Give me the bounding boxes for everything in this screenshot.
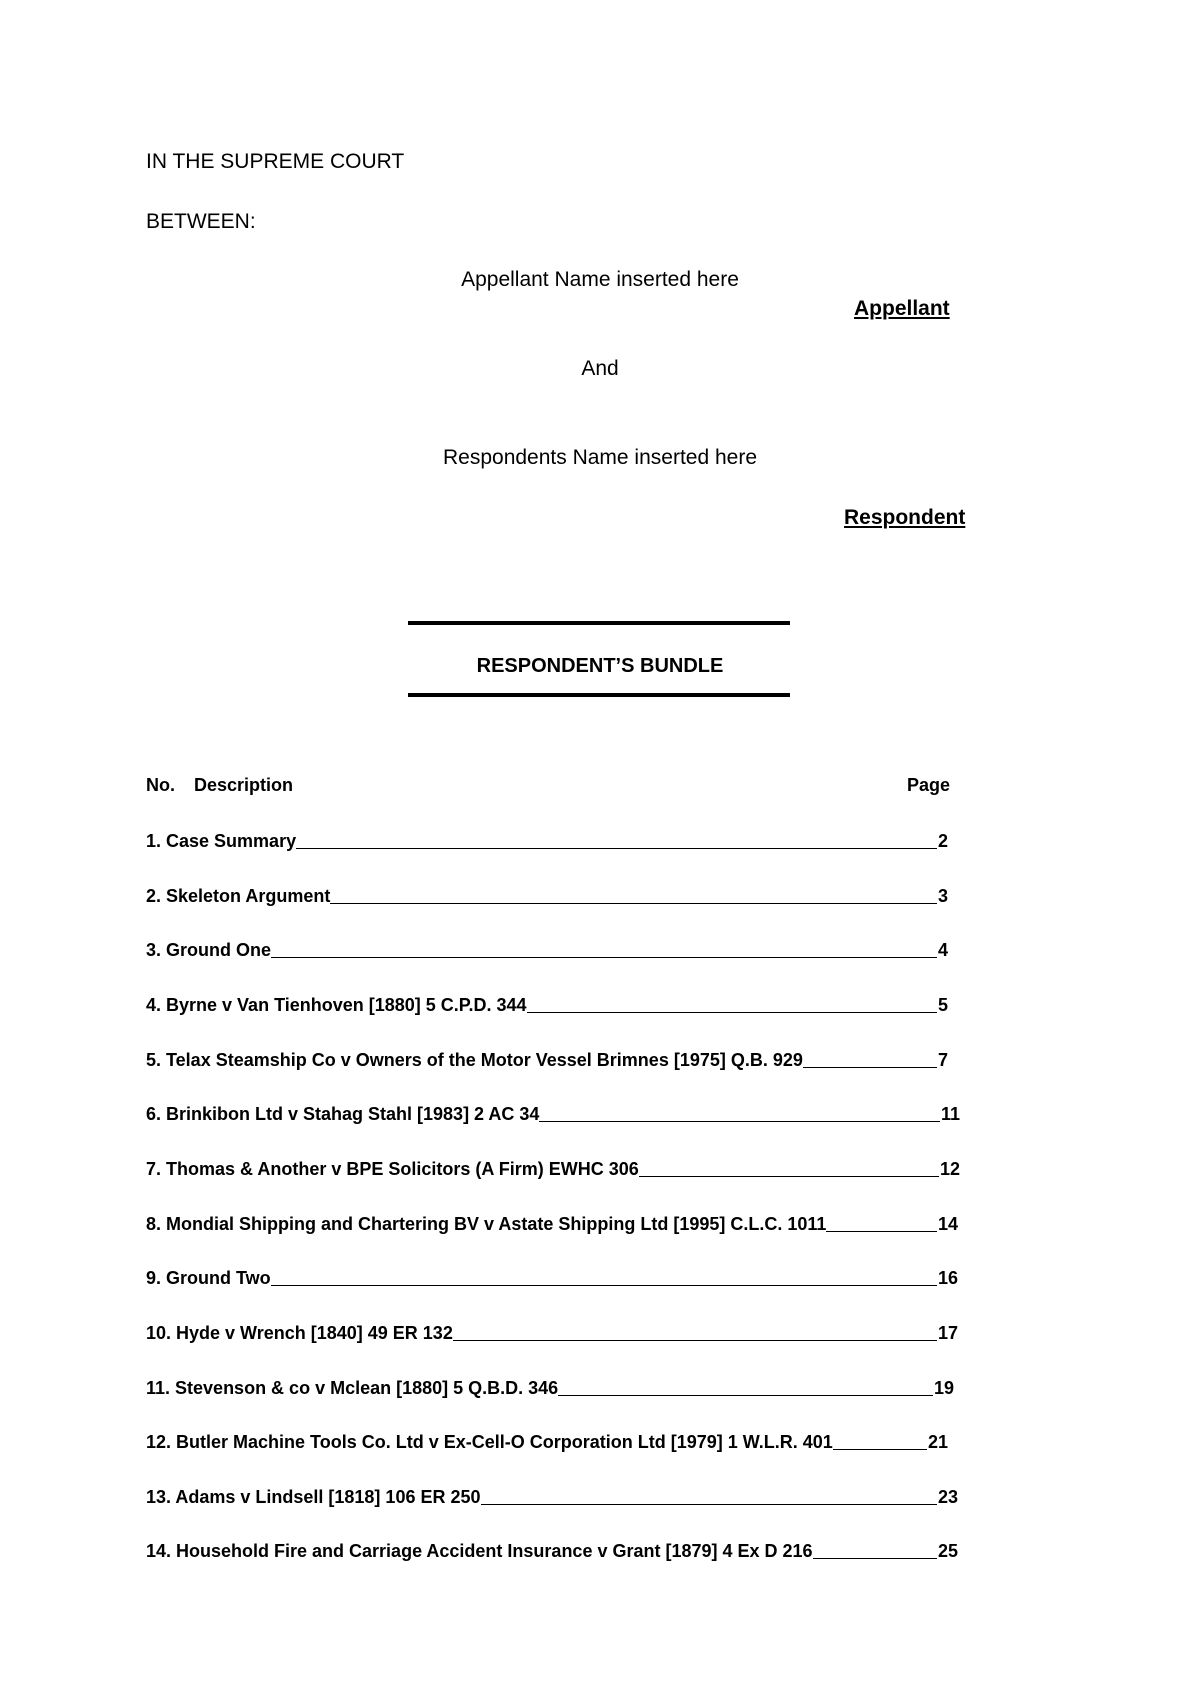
toc-entry <box>146 1211 958 1235</box>
toc-entry-page: 2 <box>937 831 948 851</box>
toc-entry <box>146 828 948 852</box>
toc-leader-line <box>330 903 937 904</box>
toc-entry-page: 5 <box>937 995 948 1015</box>
toc-entry-description: 1. Case Summary <box>146 831 297 851</box>
toc-entry-description: 3. Ground One <box>146 940 272 960</box>
toc-entry-page: 21 <box>927 1432 948 1452</box>
toc-entry-description: 14. Household Fire and Carriage Accident Insurance v Grant [1879] 4 Ex D 216 <box>146 1541 813 1561</box>
toc-entry-description: 13. Adams v Lindsell [1818] 106 ER 250 <box>146 1487 481 1507</box>
toc-entry-page: 23 <box>937 1487 958 1507</box>
toc-entry <box>146 1320 958 1344</box>
toc-leader-line <box>803 1067 937 1068</box>
bundle-title: RESPONDENT’S BUNDLE <box>476 655 724 677</box>
toc-col-description: Description <box>194 775 294 795</box>
toc-leader-line <box>639 1176 939 1177</box>
toc-entry-page: 11 <box>940 1104 960 1124</box>
toc-entry <box>146 992 948 1016</box>
toc-entry-page: 4 <box>937 940 948 960</box>
toc-leader-line <box>558 1395 933 1396</box>
toc-entry <box>146 1375 954 1399</box>
toc-entry-page: 17 <box>937 1323 958 1343</box>
toc-leader-line <box>296 848 937 849</box>
toc-entry <box>146 1429 948 1453</box>
toc-entry <box>146 1047 948 1071</box>
toc-entry <box>146 1156 960 1180</box>
toc-entry <box>146 1101 960 1125</box>
and-separator: And <box>581 357 619 380</box>
toc-entry-description: 7. Thomas & Another v BPE Solicitors (A Firm) EWHC 306 <box>146 1159 639 1179</box>
toc-leader-line <box>539 1121 940 1122</box>
bundle-top-rule <box>408 621 790 625</box>
toc-entry-page: 3 <box>937 886 948 906</box>
toc-leader-line <box>271 957 937 958</box>
toc-leader-line <box>833 1449 927 1450</box>
toc-entry-page: 7 <box>937 1050 948 1070</box>
toc-entry-description: 2. Skeleton Argument <box>146 886 331 906</box>
appellant-name: Appellant Name inserted here <box>461 268 739 291</box>
toc-entry-page: 14 <box>937 1214 958 1234</box>
appellant-label: Appellant <box>854 297 950 320</box>
toc-entry <box>146 883 948 907</box>
toc-leader-line <box>813 1558 937 1559</box>
toc-entry-description: 6. Brinkibon Ltd v Stahag Stahl [1983] 2 AC 34 <box>146 1104 540 1124</box>
toc-entry <box>146 1265 958 1289</box>
toc-entry <box>146 1484 958 1508</box>
toc-leader-line <box>527 1012 937 1013</box>
toc-leader-line <box>826 1231 937 1232</box>
toc-leader-line <box>271 1285 937 1286</box>
toc-entry-page: 12 <box>939 1159 960 1179</box>
toc-entry-description: 12. Butler Machine Tools Co. Ltd v Ex-Cell-O Corporation Ltd [1979] 1 W.L.R. 401 <box>146 1432 833 1452</box>
toc-entry <box>146 937 948 961</box>
toc-entry-page: 16 <box>937 1268 958 1288</box>
toc-entry-description: 9. Ground Two <box>146 1268 271 1288</box>
respondent-name: Respondents Name inserted here <box>442 446 757 469</box>
toc-entry-description: 4. Byrne v Van Tienhoven [1880] 5 C.P.D. 344 <box>146 995 527 1015</box>
toc-entry-description: 5. Telax Steamship Co v Owners of the Motor Vessel Brimnes [1975] Q.B. 929 <box>146 1050 803 1070</box>
toc-leader-line <box>481 1504 937 1505</box>
toc-leader-line <box>453 1340 937 1341</box>
toc-entry-description: 11. Stevenson & co v Mclean [1880] 5 Q.B.D. 346 <box>146 1378 559 1398</box>
toc-entry-page: 19 <box>933 1378 954 1398</box>
toc-entry <box>146 1538 958 1562</box>
between-label: BETWEEN: <box>146 210 256 233</box>
toc-col-no: No. <box>146 775 175 795</box>
bundle-bottom-rule <box>408 693 790 697</box>
court-heading: IN THE SUPREME COURT <box>146 150 405 173</box>
respondent-label: Respondent <box>844 506 966 529</box>
toc-entry-page: 25 <box>937 1541 958 1561</box>
toc-col-page: Page <box>907 775 951 795</box>
toc-entry-description: 8. Mondial Shipping and Chartering BV v Astate Shipping Ltd [1995] C.L.C. 1011 <box>146 1214 827 1234</box>
toc-entry-description: 10. Hyde v Wrench [1840] 49 ER 132 <box>146 1323 453 1343</box>
